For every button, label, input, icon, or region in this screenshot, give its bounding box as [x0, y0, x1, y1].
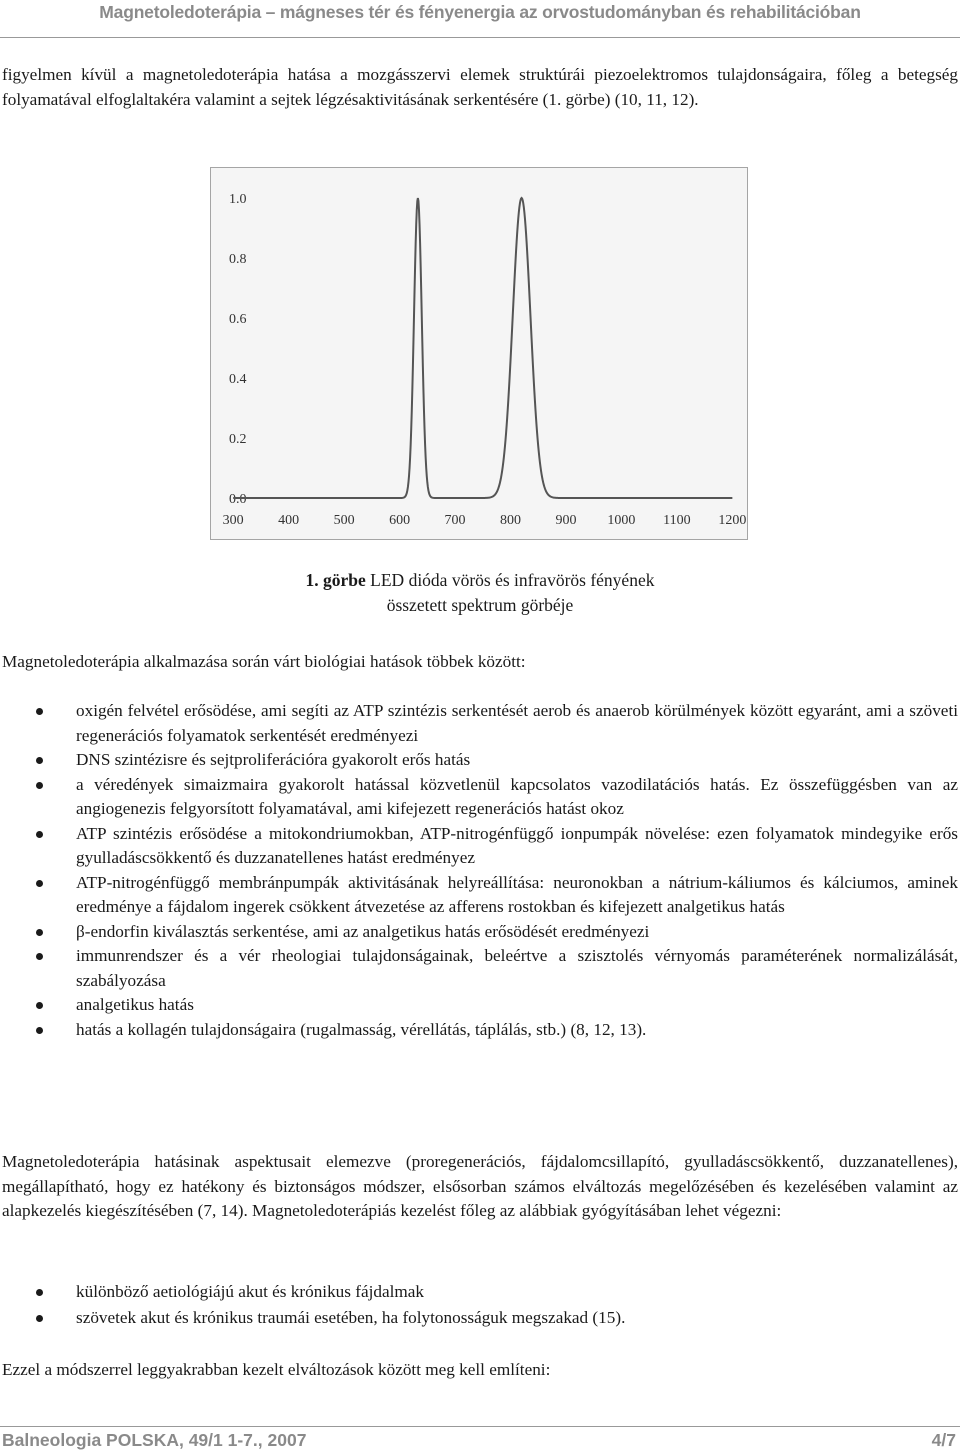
bullet-icon [36, 831, 43, 838]
bullet-icon [36, 1002, 43, 1009]
caption-number: 1. görbe [305, 570, 366, 590]
x-tick-label: 1000 [607, 513, 636, 528]
x-tick-label: 500 [333, 513, 355, 528]
x-tick-label: 900 [555, 513, 577, 528]
y-tick-label: 0.8 [229, 252, 247, 267]
list-item: immunrendszer és a vér rheologiai tulajdonságainak, beleértve a szisztolés vérnyomás paraméterének normalizálását, szabályozása [0, 944, 958, 993]
bullet-icon [36, 880, 43, 887]
x-tick-label: 700 [444, 513, 466, 528]
y-tick-label: 0.6 [229, 312, 247, 327]
spectrum-line [233, 198, 732, 498]
y-tick-label: 0.2 [229, 432, 247, 447]
bullet-icon [36, 953, 43, 960]
indications-list [0, 1280, 958, 1330]
x-tick-label: 800 [500, 513, 522, 528]
journal-citation: Balneologia POLSKA, 49/1 1-7., 2007 [2, 1430, 307, 1450]
list-item: különböző aetiológiájú akut és krónikus fájdalmak [0, 1280, 958, 1305]
footer-rule [0, 1426, 960, 1427]
x-tick-label: 1100 [663, 513, 691, 528]
closing-line: Ezzel a módszerrel leggyakrabban kezelt elváltozások között meg kell említeni: [2, 1360, 551, 1379]
header-rule [0, 37, 960, 38]
running-header: Magnetoledoterápia – mágneses tér és fényenergia az orvostudományban és rehabilitációban [99, 2, 861, 22]
bullet-icon [36, 1315, 43, 1322]
list-item: ATP szintézis erősödése a mitokondriumokban, ATP-nitrogénfüggő ionpumpák növelése: ezen folyamatok mindegyike erős gyulladáscsökkentő és duzzanatellenes hatást eredményez [0, 822, 958, 871]
bullet-icon [36, 757, 43, 764]
effects-list [0, 699, 958, 1042]
y-tick-label: 0.4 [229, 372, 247, 387]
list-item: oxigén felvétel erősödése, ami segíti az ATP szintézis serkentését aerob és anaerob körülmények között egyaránt, ami a szöveti regenerációs folyamatok serkentését eredményezi [0, 699, 958, 748]
caption-line1: LED dióda vörös és infravörös fényének [370, 570, 655, 590]
list-item: β-endorfin kiválasztás serkentése, ami az analgetikus hatás erősödését eredményezi [0, 920, 958, 945]
bullet-icon [36, 708, 43, 715]
list-item: DNS szintézisre és sejtproliferációra gyakorolt erős hatás [0, 748, 958, 773]
list-item: analgetikus hatás [0, 993, 958, 1018]
list-item: szövetek akut és krónikus traumái esetében, ha folytonosságuk megszakad (15). [0, 1306, 958, 1331]
bullet-icon [36, 929, 43, 936]
list-item: hatás a kollagén tulajdonságaira (rugalmasság, vérellátás, táplálás, stb.) (8, 12, 13). [0, 1018, 958, 1043]
spectrum-chart [211, 168, 749, 541]
x-tick-label: 600 [389, 513, 411, 528]
spectrum-figure [210, 167, 748, 540]
summary-paragraph: Magnetoledoterápia hatásinak aspektusait elemezve (proregenerációs, fájdalomcsillapító, gyulladáscsökkentő, duzzanatellenes), megállapítható, hogy ez hatékony és biztonságos módszer, elsősorban számos elváltozás megelőzésében és kezelésében valamint az alapkezelés kiegészítésében (7, 14). Magnetoledoterápiás kezelést főleg az alábbiak gyógyításában lehet végezni: [2, 1152, 958, 1220]
figure-caption [200, 568, 760, 617]
bullet-icon [36, 782, 43, 789]
x-tick-label: 300 [222, 513, 244, 528]
y-tick-label: 1.0 [229, 192, 247, 207]
list-item: ATP-nitrogénfüggő membránpumpák aktivitásának helyreállítása: neuronokban a nátrium-káliumos és kálciumos, aminek eredménye a fájdalom ingerek csökkent átvezetése az afferens rostokban és kifejezett analgetikus hatás [0, 871, 958, 920]
effects-intro: Magnetoledoterápia alkalmazása során várt biológiai hatások többek között: [2, 652, 526, 671]
intro-paragraph: figyelmen kívül a magnetoledoterápia hatása a mozgásszervi elemek struktúrái piezoelektromos tulajdonságaira, főleg a betegség folyamatával elfoglaltakéra valamint a sejtek légzésaktivitásának serkentésére (1. görbe) (10, 11, 12). [2, 65, 958, 109]
x-tick-label: 1200 [718, 513, 747, 528]
bullet-icon [36, 1027, 43, 1034]
page-number: 4/7 [931, 1430, 956, 1450]
list-item: a véredények simaizmaira gyakorolt hatással közvetlenül kapcsolatos vazodilatációs hatás. Ez összefüggésben van az angiogenezis felgyorsított folyamatával, ami kifejezett regenerációs hatást okoz [0, 773, 958, 822]
caption-line2: összetett spektrum görbéje [386, 594, 574, 615]
y-tick-label: 0.0 [229, 492, 247, 507]
x-tick-label: 400 [278, 513, 300, 528]
bullet-icon [36, 1289, 43, 1296]
